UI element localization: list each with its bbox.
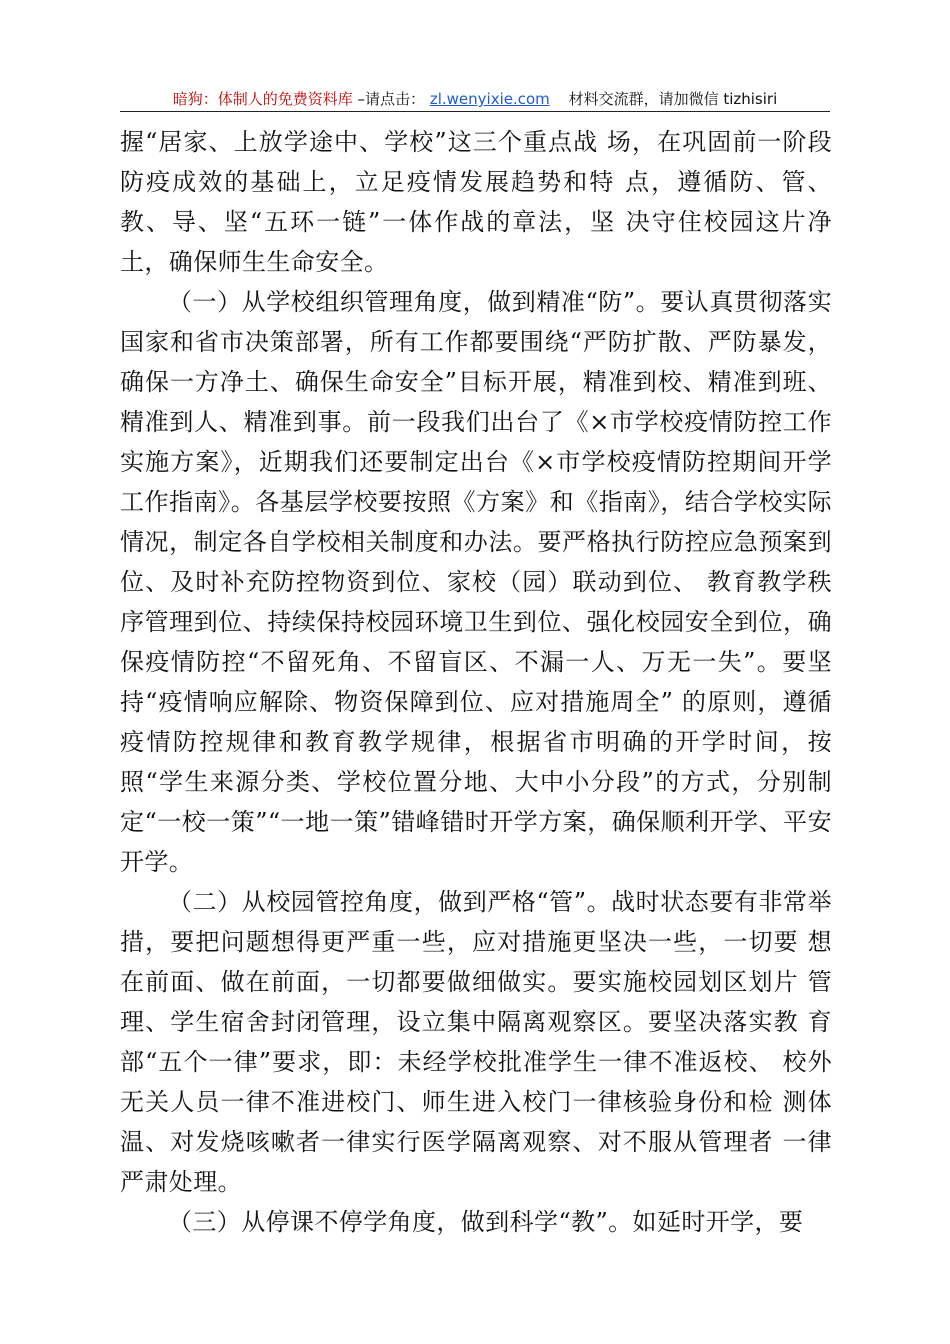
paragraph-1: 握“居家、上放学途中、学校”这三个重点战 场，在巩固前一阶段防疫成效的基础上，立足疫情发展趋势和特 点，遵循防、管、教、导、坚“五环一链”一体作战的章法，坚 决守住校园这片净土，确保师生生命安全。 <box>120 128 832 276</box>
paragraph-3: （二）从校园管控角度，做到严格“管”。战时状态要有非常举措，要把问题想得更严重一些，应对措施更坚决一些，一切要 想在前面、做在前面，一切都要做细做实。要实施校园划区划片 管理、学生宿舍封闭管理，设立集中隔离观察区。要坚决落实教 育部“五个一律”要求，即：未经学校批准学生一律不准返校、 校外无关人员一律不准进校门、师生进入校门一律核验身份和检 测体温、对发烧咳嗽者一律实行医学隔离观察、对不服从管理者 一律严肃处理。 <box>120 888 832 1196</box>
paragraph-4: （三）从停课不停学角度，做到科学“教”。如延时开学，要 <box>168 1208 804 1236</box>
page-header <box>0 88 950 110</box>
header-contact: 材料交流群，请加微信 tizhisiri <box>568 90 778 108</box>
document-body <box>120 122 832 1242</box>
header-divider <box>120 111 830 112</box>
header-brand: 暗狗：体制人的免费资料库 <box>172 90 353 108</box>
header-prompt: –请点击： <box>357 90 426 108</box>
header-link[interactable]: zl.wenyixie.com <box>429 90 550 108</box>
paragraph-2: （一）从学校组织管理角度，做到精准“防”。要认真贯彻落实国家和省市决策部署，所有工作都要围绕“严防扩散、严防暴发，确保一方净土、确保生命安全”目标开展，精准到校、精准到班、精准到人、精准到事。前一段我们出台了《×市学校疫情防控工作实施方案》，近期我们还要制定出台《×市学校疫情防控期间开学工作指南》。各基层学校要按照《方案》和《指南》，结合学校实际情况，制定各自学校相关制度和办法。要严格执行防控应急预案到位、及时补充防控物资到位、家校（园）联动到位、 教育教学秩序管理到位、持续保持校园环境卫生到位、强化校园安全到位，确保疫情防控“不留死角、不留盲区、不漏一人、万无一失”。要坚持“疫情响应解除、物资保障到位、应对措施周全” 的原则，遵循疫情防控规律和教育教学规律，根据省市明确的开学时间，按照“学生来源分类、学校位置分地、大中小分段”的方式，分别制定“一校一策”“一地一策”错峰错时开学方案，确保顺利开学、平安开学。 <box>120 288 832 876</box>
